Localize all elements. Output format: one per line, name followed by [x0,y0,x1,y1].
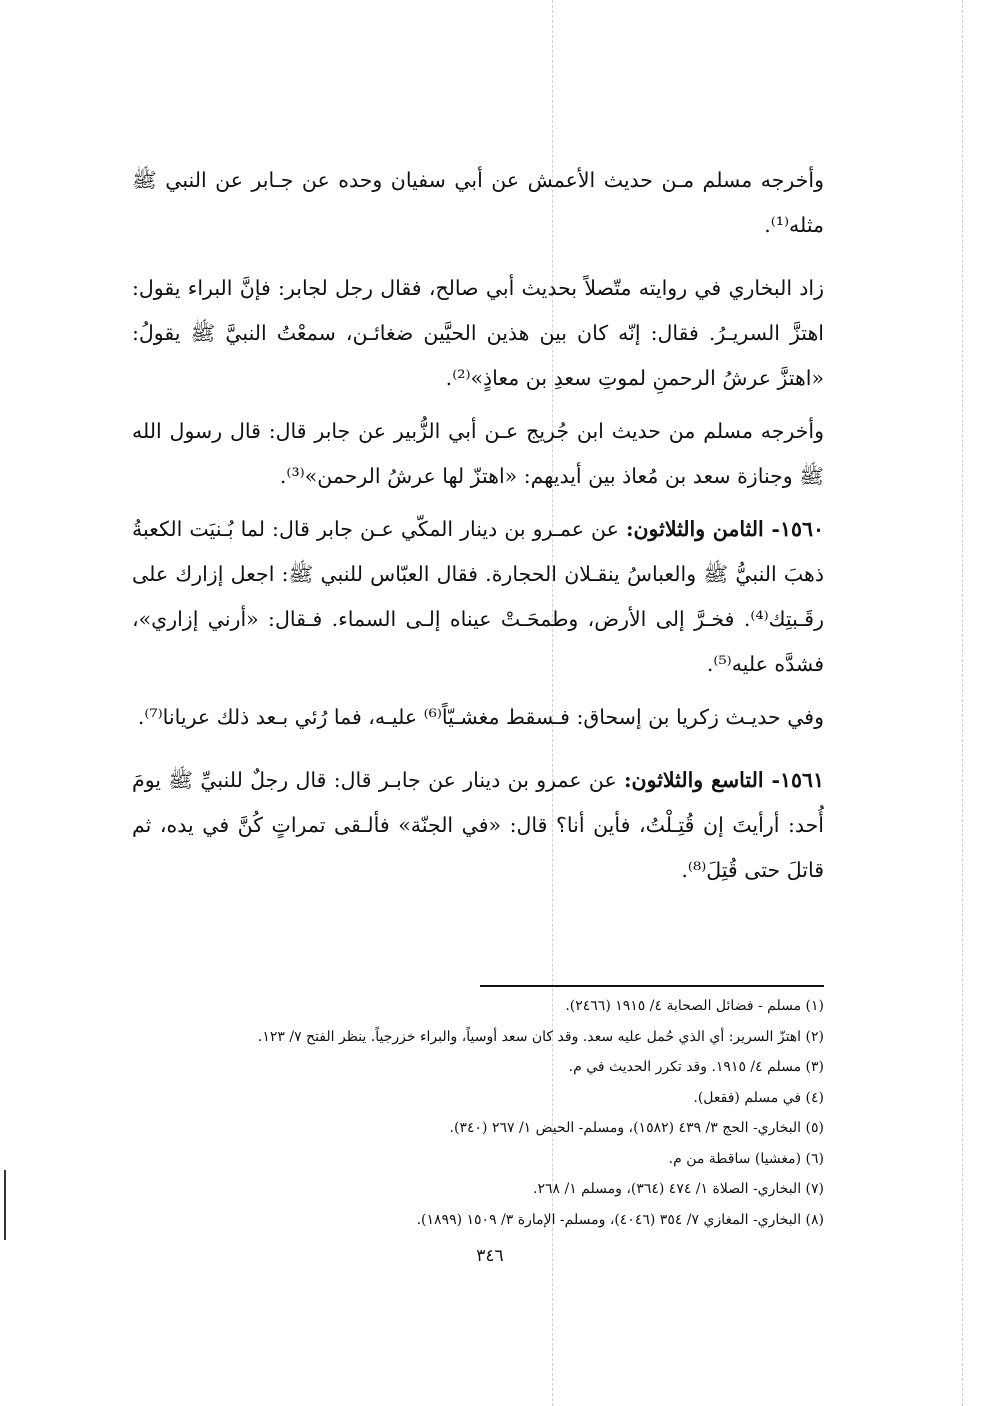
page-number: ٣٤٦ [476,1246,504,1266]
paragraph: وأخرجه مسلم من حديث ابن جُريج عـن أبي الزُّبير عن جابر قال: قال رسول الله ﷺ وجنازة سعد بن مُعاذ بين أيديهم: «اهتزّ لها عرشُ الرحمن»⁽³⁾. [132,419,824,488]
scan-guide-line [962,0,963,1406]
main-text [132,158,824,901]
footnote: (٢) اهتزّ السرير: أي الذي حُمل عليه سعد. وقد كان سعد أوسياً، والبراء خزرجياً. ينظر الفتح ٧/ ١٢٣. [257,1028,824,1045]
hadith-body: عن عمرو بن دينار عن جابـر قال: قال رجلٌ للنبيِّ ﷺ يومَ أُحد: أرأيتَ إن قُتِـلْتُ، فأين أنا؟ قال: «في الجنّة» فألـقى تمراتٍ كُنَّ في يده، ثم قاتلَ حتى قُتِلَ⁽⁸⁾. [132,768,824,882]
paragraph: وأخرجه مسلم مـن حديث الأعمش عن أبي سفيان وحده عن جـابر عن النبي ﷺ مثله⁽¹⁾. [132,168,824,237]
footnote: (٥) البخاري- الحج ٣/ ٤٣٩ (١٥٨٢)، ومسلم- الحيض ١/ ٢٦٧ (٣٤٠). [449,1120,824,1136]
footnote: (١) مسلم - فضائل الصحابة ٤/ ١٩١٥ (٢٤٦٦). [565,998,824,1014]
footnote: (٣) مسلم ٤/ ١٩١٥. وقد تكرر الحديث في م. [568,1059,824,1075]
footnote: (٤) في مسلم (فقعل). [693,1089,824,1106]
paragraph: وفي حديـث زكريا بن إسحاق: فـسقط مغشـيّاً⁽⁶⁾ عليـه، فما رُئي بـعد ذلك عريانا⁽⁷⁾. [137,705,824,729]
footnote: (٧) البخاري- الصلاة ١/ ٤٧٤ (٣٦٤)، ومسلم ١/ ٢٦٨. [533,1181,824,1197]
hadith-1561 [132,758,824,893]
hadith-number-heading: ١٥٦٠- الثامن والثلاثون: [625,517,824,541]
hadith-body: عن عمـرو بن دينار المكّي عـن جابر قال: لما بُـنيَت الكعبةُ ذهبَ النبيُّ ﷺ والعباسُ ينقـلان الحجارة. فقال العبّاس للنبي ﷺ: اجعل إزارك على رقَـبتِك⁽⁴⁾. فخـرَّ إلى الأرض، وطمحَـتْ عيناه إلـى السماء. فـقال: «أرني إزاري»، فشدَّه عليه⁽⁵⁾. [132,517,824,676]
scan-edge-mark [4,1170,6,1240]
hadith-1560 [132,507,824,687]
footnote: (٦) (مغشيا) ساقطة من م. [668,1150,824,1167]
footnotes [132,991,824,1235]
paragraph: زاد البخاري في روايته متّصلاً بحديث أبي صالح، فقال رجل لجابر: فإنَّ البراء يقول: اهتزَّ السريـرُ. فقال: إنّه كان بين هذين الحيَّين ضغائـن، سمعْتُ النبيَّ ﷺ يقولُ: «اهتزَّ عرشُ الرحمنِ لموتِ سعدِ بن معاذٍ»⁽²⁾. [132,276,824,390]
footnote-separator [480,985,824,987]
hadith-number-heading: ١٥٦١- التاسع والثلاثون: [623,768,824,792]
footnote: (٨) البخاري- المغازي ٧/ ٣٥٤ (٤٠٤٦)، ومسلم- الإمارة ٣/ ١٥٠٩ (١٨٩٩). [416,1211,824,1228]
